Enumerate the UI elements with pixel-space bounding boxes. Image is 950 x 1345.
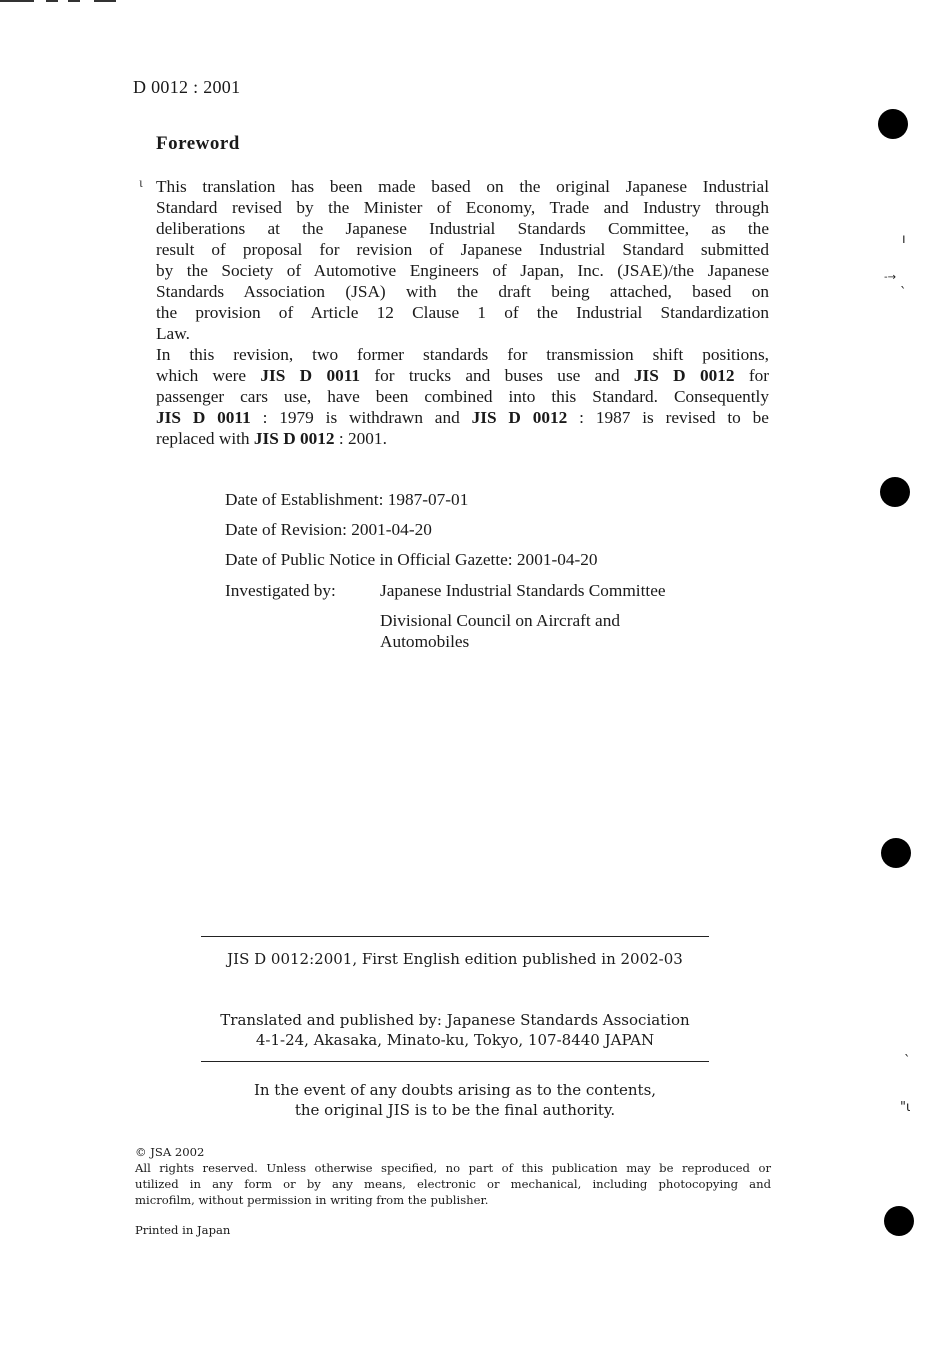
paragraph-line: In this revision, two former standards for transmission shift positions, <box>156 345 769 364</box>
text-run: : 2001. <box>334 429 387 448</box>
margin-tick-mark: ι <box>139 176 143 191</box>
standard-reference: JIS D 0012 <box>471 408 568 427</box>
doubts-line-2: the original JIS is to be the final authority. <box>294 1101 616 1119</box>
paragraph-line: This translation has been made based on the original Japanese Industrial <box>156 177 769 196</box>
divider-rule <box>201 1061 709 1062</box>
standard-reference: JIS D 0011 <box>260 366 361 385</box>
text-run: : 1987 is revised to be <box>567 408 769 427</box>
text-run: : 1979 is withdrawn and <box>250 408 472 427</box>
paragraph-line: Standard revised by the Minister of Economy, Trade and Industry through <box>156 198 769 217</box>
date-of-revision: Date of Revision: 2001-04-20 <box>225 520 432 539</box>
investigated-by-committee: Japanese Industrial Standards Committee <box>380 581 666 600</box>
paragraph-line: passenger cars use, have been combined into this Standard. Consequently <box>156 387 769 406</box>
rights-line: microfilm, without permission in writing from the publisher. <box>135 1193 489 1207</box>
scan-speck: ı <box>902 232 906 247</box>
text-run: which were <box>156 366 261 385</box>
rights-line: All rights reserved. Unless otherwise specified, no part of this publication may be reproduced or <box>135 1161 771 1175</box>
printed-in: Printed in Japan <box>135 1223 231 1237</box>
standard-reference: JIS D 0012 <box>633 366 735 385</box>
paragraph-line <box>156 428 769 449</box>
standard-reference: JIS D 0011 <box>156 408 251 427</box>
copyright-line: © JSA 2002 <box>135 1145 205 1159</box>
standard-reference: JIS D 0012 <box>253 429 335 448</box>
punch-hole <box>878 109 908 139</box>
rights-line: utilized in any form or by any means, electronic or mechanical, including photocopying and <box>135 1177 771 1191</box>
document-code: D 0012 : 2001 <box>133 77 241 97</box>
edition-line: JIS D 0012:2001, First English edition published in 2002-03 <box>227 950 683 968</box>
punch-hole <box>880 477 910 507</box>
paragraph-line: Standards Association (JSA) with the draft being attached, based on <box>156 282 769 301</box>
date-of-public-notice: Date of Public Notice in Official Gazette: 2001-04-20 <box>225 550 598 569</box>
scan-speck: "ι <box>900 1100 911 1115</box>
punch-hole <box>881 838 911 868</box>
text-run: for trucks and buses use and <box>360 366 634 385</box>
paragraph-line <box>156 365 769 386</box>
copyright-block <box>135 1144 771 1208</box>
divisional-council-line-1: Divisional Council on Aircraft and <box>380 611 620 630</box>
text-run: for <box>734 366 769 385</box>
foreword-paragraph <box>156 176 769 449</box>
doubts-line-1: In the event of any doubts arising as to the contents, <box>253 1081 657 1099</box>
publisher-address: 4-1-24, Akasaka, Minato-ku, Tokyo, 107-8440 JAPAN <box>255 1031 655 1049</box>
scan-speck: ˋ <box>900 286 907 301</box>
investigated-by-label: Investigated by: <box>225 581 336 600</box>
paragraph-line: Law. <box>156 324 190 343</box>
paragraph-line: the provision of Article 12 Clause 1 of the Industrial Standardization <box>156 303 769 322</box>
scan-speck: ˋ <box>904 1054 911 1069</box>
divisional-council-line-2: Automobiles <box>380 632 470 651</box>
paragraph-line: deliberations at the Japanese Industrial Standards Committee, as the <box>156 219 769 238</box>
text-run: replaced with <box>156 429 254 448</box>
publisher-line: Translated and published by: Japanese Standards Association <box>220 1011 690 1029</box>
punch-hole <box>884 1206 914 1236</box>
date-of-establishment: Date of Establishment: 1987-07-01 <box>225 490 469 509</box>
divider-rule <box>201 936 709 937</box>
paragraph-line <box>156 407 769 428</box>
paragraph-line: by the Society of Automotive Engineers of Japan, Inc. (JSAE)/the Japanese <box>156 261 769 280</box>
paragraph-line: result of proposal for revision of Japanese Industrial Standard submitted <box>156 240 769 259</box>
scan-edge-marks <box>0 0 120 4</box>
foreword-heading: Foreword <box>156 133 240 154</box>
scan-speck: ‑→ <box>884 272 896 283</box>
